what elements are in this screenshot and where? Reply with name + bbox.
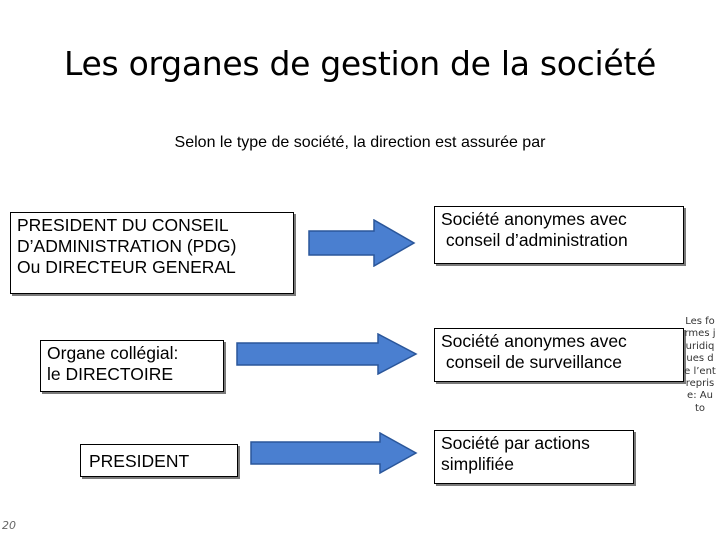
- subtitle: Selon le type de société, la direction est assurée par: [174, 134, 546, 151]
- arrow-right-icon: [308, 219, 416, 267]
- left-box-directoire-line1: Organe collégial:: [47, 343, 179, 363]
- arrow-right-icon: [236, 333, 418, 375]
- right-box-1-line2: conseil d’administration: [441, 230, 628, 250]
- arrow-right-icon: [250, 432, 418, 474]
- left-box-directoire-line2: le DIRECTOIRE: [47, 364, 174, 384]
- left-box-directoire: [40, 340, 224, 392]
- right-box-conseil-administration: [434, 206, 684, 264]
- right-box-3-line2: simplifiée: [441, 454, 514, 474]
- left-box-pdg-line1: PRESIDENT DU CONSEIL: [17, 215, 229, 235]
- right-box-1-line1: Société anonymes avec: [441, 209, 627, 229]
- left-box-president: [80, 444, 238, 477]
- page-title: Les organes de gestion de la société: [64, 44, 656, 83]
- right-box-sas: [434, 430, 634, 484]
- left-box-pdg-line3: Ou DIRECTEUR GENERAL: [17, 257, 236, 277]
- right-box-2-line1: Société anonymes avec: [441, 331, 627, 351]
- right-box-conseil-surveillance: [434, 328, 684, 382]
- side-note: Les formes juridiques de l’entreprise: Au to: [684, 316, 716, 414]
- page-number: 20: [2, 519, 16, 532]
- left-box-pdg-line2: D’ADMINISTRATION (PDG): [17, 236, 237, 256]
- left-box-pdg: [10, 212, 294, 294]
- left-box-president-line1: PRESIDENT: [89, 451, 190, 471]
- right-box-2-line2: conseil de surveillance: [441, 352, 622, 372]
- right-box-3-line1: Société par actions: [441, 433, 590, 453]
